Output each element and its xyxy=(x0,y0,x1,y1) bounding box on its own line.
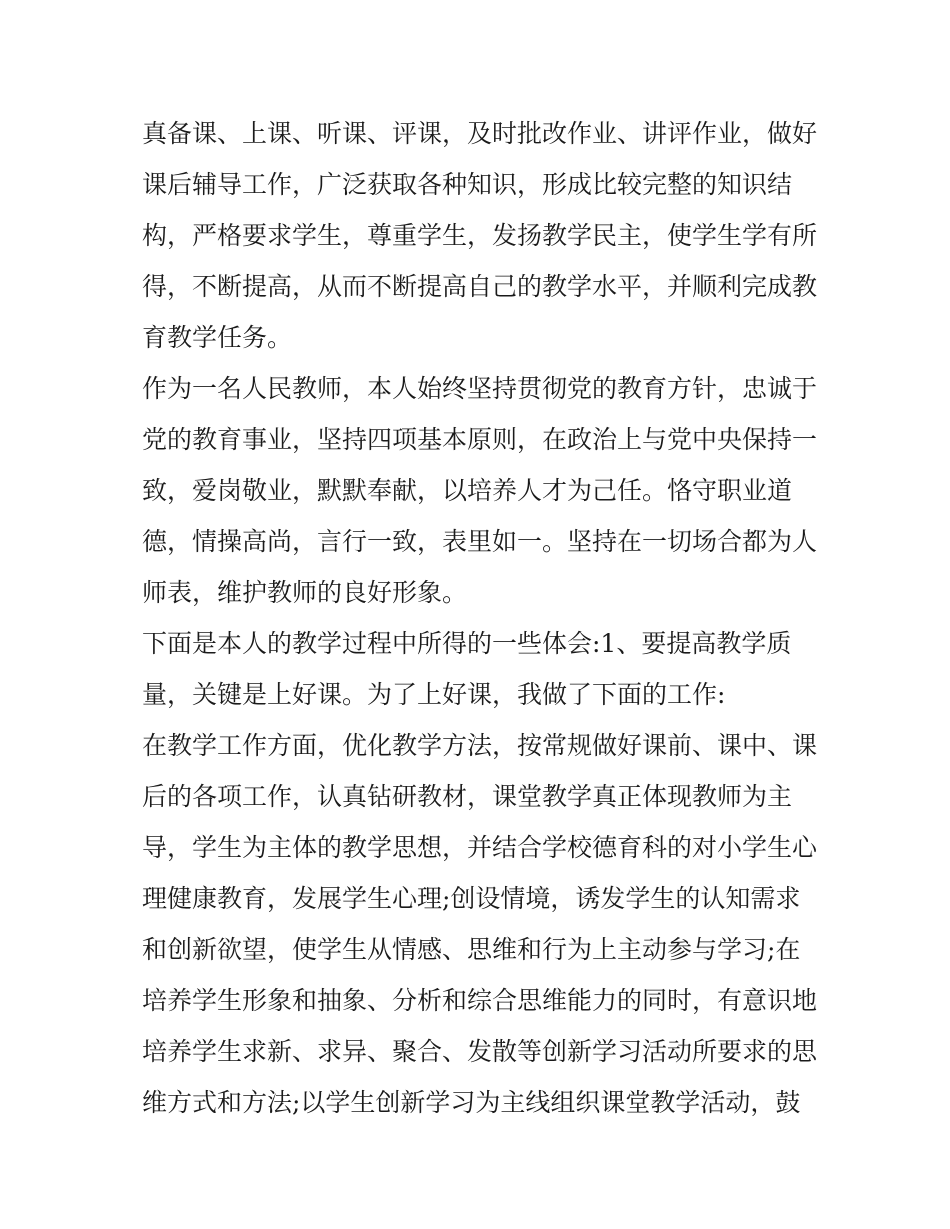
text-line: 下面是本人的教学过程中所得的一些体会:1、要提高教学质 xyxy=(142,629,792,658)
text-line: 构，严格要求学生，尊重学生，发扬教学民主，使学生学有所 xyxy=(142,221,818,250)
text-line: 和创新欲望，使学生从情感、思维和行为上主动参与学习;在 xyxy=(142,935,801,964)
text-line: 得，不断提高，从而不断提高自己的教学水平，并顺利完成教 xyxy=(142,272,818,301)
text-line: 维方式和方法;以学生创新学习为主线组织课堂教学活动，鼓 xyxy=(142,1088,801,1117)
text-line: 后的各项工作，认真钻研教材，课堂教学真正体现教师为主 xyxy=(142,782,793,811)
text-line: 量，关键是上好课。为了上好课，我做了下面的工作: xyxy=(142,680,726,709)
text-line: 真备课、上课、听课、评课，及时批改作业、讲评作业，做好 xyxy=(142,119,818,148)
text-line: 党的教育事业，坚持四项基本原则，在政治上与党中央保持一 xyxy=(142,425,818,454)
text-line: 在教学工作方面，优化教学方法，按常规做好课前、课中、课 xyxy=(142,731,818,760)
text-line: 培养学生形象和抽象、分析和综合思维能力的同时，有意识地 xyxy=(142,986,818,1015)
text-line: 师表，维护教师的良好形象。 xyxy=(142,578,468,607)
text-line: 课后辅导工作，广泛获取各种知识，形成比较完整的知识结 xyxy=(142,170,793,199)
text-line: 理健康教育，发展学生心理;创设情境，诱发学生的认知需求 xyxy=(142,884,801,913)
text-line: 培养学生求新、求异、聚合、发散等创新学习活动所要求的思 xyxy=(142,1037,818,1066)
text-line: 作为一名人民教师，本人始终坚持贯彻党的教育方针，忠诚于 xyxy=(142,374,818,403)
text-line: 导，学生为主体的教学思想，并结合学校德育科的对小学生心 xyxy=(142,833,818,862)
text-line: 德，情操高尚，言行一致，表里如一。坚持在一切场合都为人 xyxy=(142,527,818,556)
text-line: 育教学任务。 xyxy=(142,323,293,352)
text-line: 致，爱岗敬业，默默奉献，以培养人才为己任。恪守职业道 xyxy=(142,476,793,505)
body-text xyxy=(142,108,818,1128)
